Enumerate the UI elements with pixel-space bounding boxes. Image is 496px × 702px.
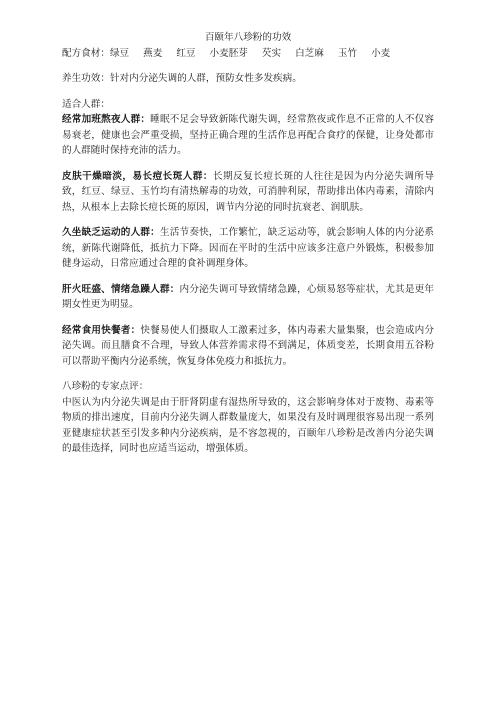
group-text: 生活节奏快，工作繁忙，缺乏运动等，就会影响人体的内分泌系统，新陈代谢降低，抵抗力下降。因而在平时的生活中应该多注意户外锻炼，积极参加健身运动，日常应通过合理的食补调理身体。 — [62, 227, 435, 269]
group-heading: 久坐缺乏运动的人群： — [62, 227, 160, 238]
ingredient-item: 玉竹 — [337, 47, 358, 59]
group-heading: 经常加班熬夜人群： — [62, 114, 151, 125]
group-paragraph — [62, 112, 434, 159]
group-heading: 肝火旺盛、情绪急躁人群： — [62, 283, 180, 295]
group-text: 快餐易使人们摄取人工激素过多，体内毒素大量集聚，也会造成内分泌失调。而且膳食不合理，导致人体营养需求得不到满足，体质变差，长期食用五谷粉可以帮助平衡内分泌系统，恢复身体免疫力和抵抗力。 — [62, 324, 435, 367]
ingredients-label: 配方食材： — [62, 47, 110, 59]
group-heading: 经常食用快餐者： — [62, 324, 141, 336]
group-paragraph — [62, 282, 434, 313]
group-heading: 皮肤干燥暗淡，易长痘长斑人群： — [62, 170, 214, 182]
document-title: 百颐年八珍粉的功效 — [204, 32, 292, 43]
expert-paragraph: 中医认为内分泌失调是由于肝肾阴虚有湿热所导致的，这会影响身体对于废物、毒素等物质的排出速度，目前内分泌失调人群数量庞大，如果没有及时调理很容易出现一系列亚健康症状甚至引发多种内分泌疾病，是不容忽视的，百颐年八珍粉是改善内分泌失调的最佳选择，同时也应适当运动，增强体质。 — [62, 396, 434, 454]
group-paragraph — [62, 323, 434, 370]
group-text: 长期反复长痘长斑的人往往是因为内分泌失调所导致，红豆、绿豆、玉竹均有清热解毒的功效，可消肿利尿，帮助排出体内毒素，清除内热，从根本上去除长痘长斑的原因，调节内分泌的同时抗衰老、润肌肤。 — [62, 170, 435, 213]
audience-heading: 适合人群： — [62, 98, 110, 110]
ingredient-item: 绿豆 — [109, 47, 130, 59]
ingredient-item: 小麦胚芽 — [209, 47, 248, 59]
group-paragraph — [62, 225, 434, 272]
group-text: 内分泌失调可导致情绪急躁，心烦易怒等症状，尤其是更年期女性更为明显。 — [62, 283, 435, 310]
ingredient-item: 燕麦 — [143, 47, 163, 59]
expert-heading: 八珍粉的专家点评： — [62, 381, 149, 392]
group-text: 睡眠不足会导致新陈代谢失调，经常熬夜或作息不正常的人不仅容易衰老，健康也会严重受损，坚持正确合理的生活作息再配合食疗的保健，让身处都市的人群随时保持充沛的活力。 — [62, 114, 435, 156]
ingredient-item: 小麦 — [371, 47, 391, 59]
effect-paragraph: 养生功效：针对内分泌失调的人群，预防女性多发疾病。 — [62, 73, 302, 84]
ingredient-item: 白芝麻 — [295, 47, 324, 59]
ingredient-item: 红豆 — [176, 47, 196, 59]
ingredient-item: 芡实 — [261, 47, 282, 59]
ingredients-line — [62, 46, 434, 62]
group-paragraph — [62, 169, 434, 216]
